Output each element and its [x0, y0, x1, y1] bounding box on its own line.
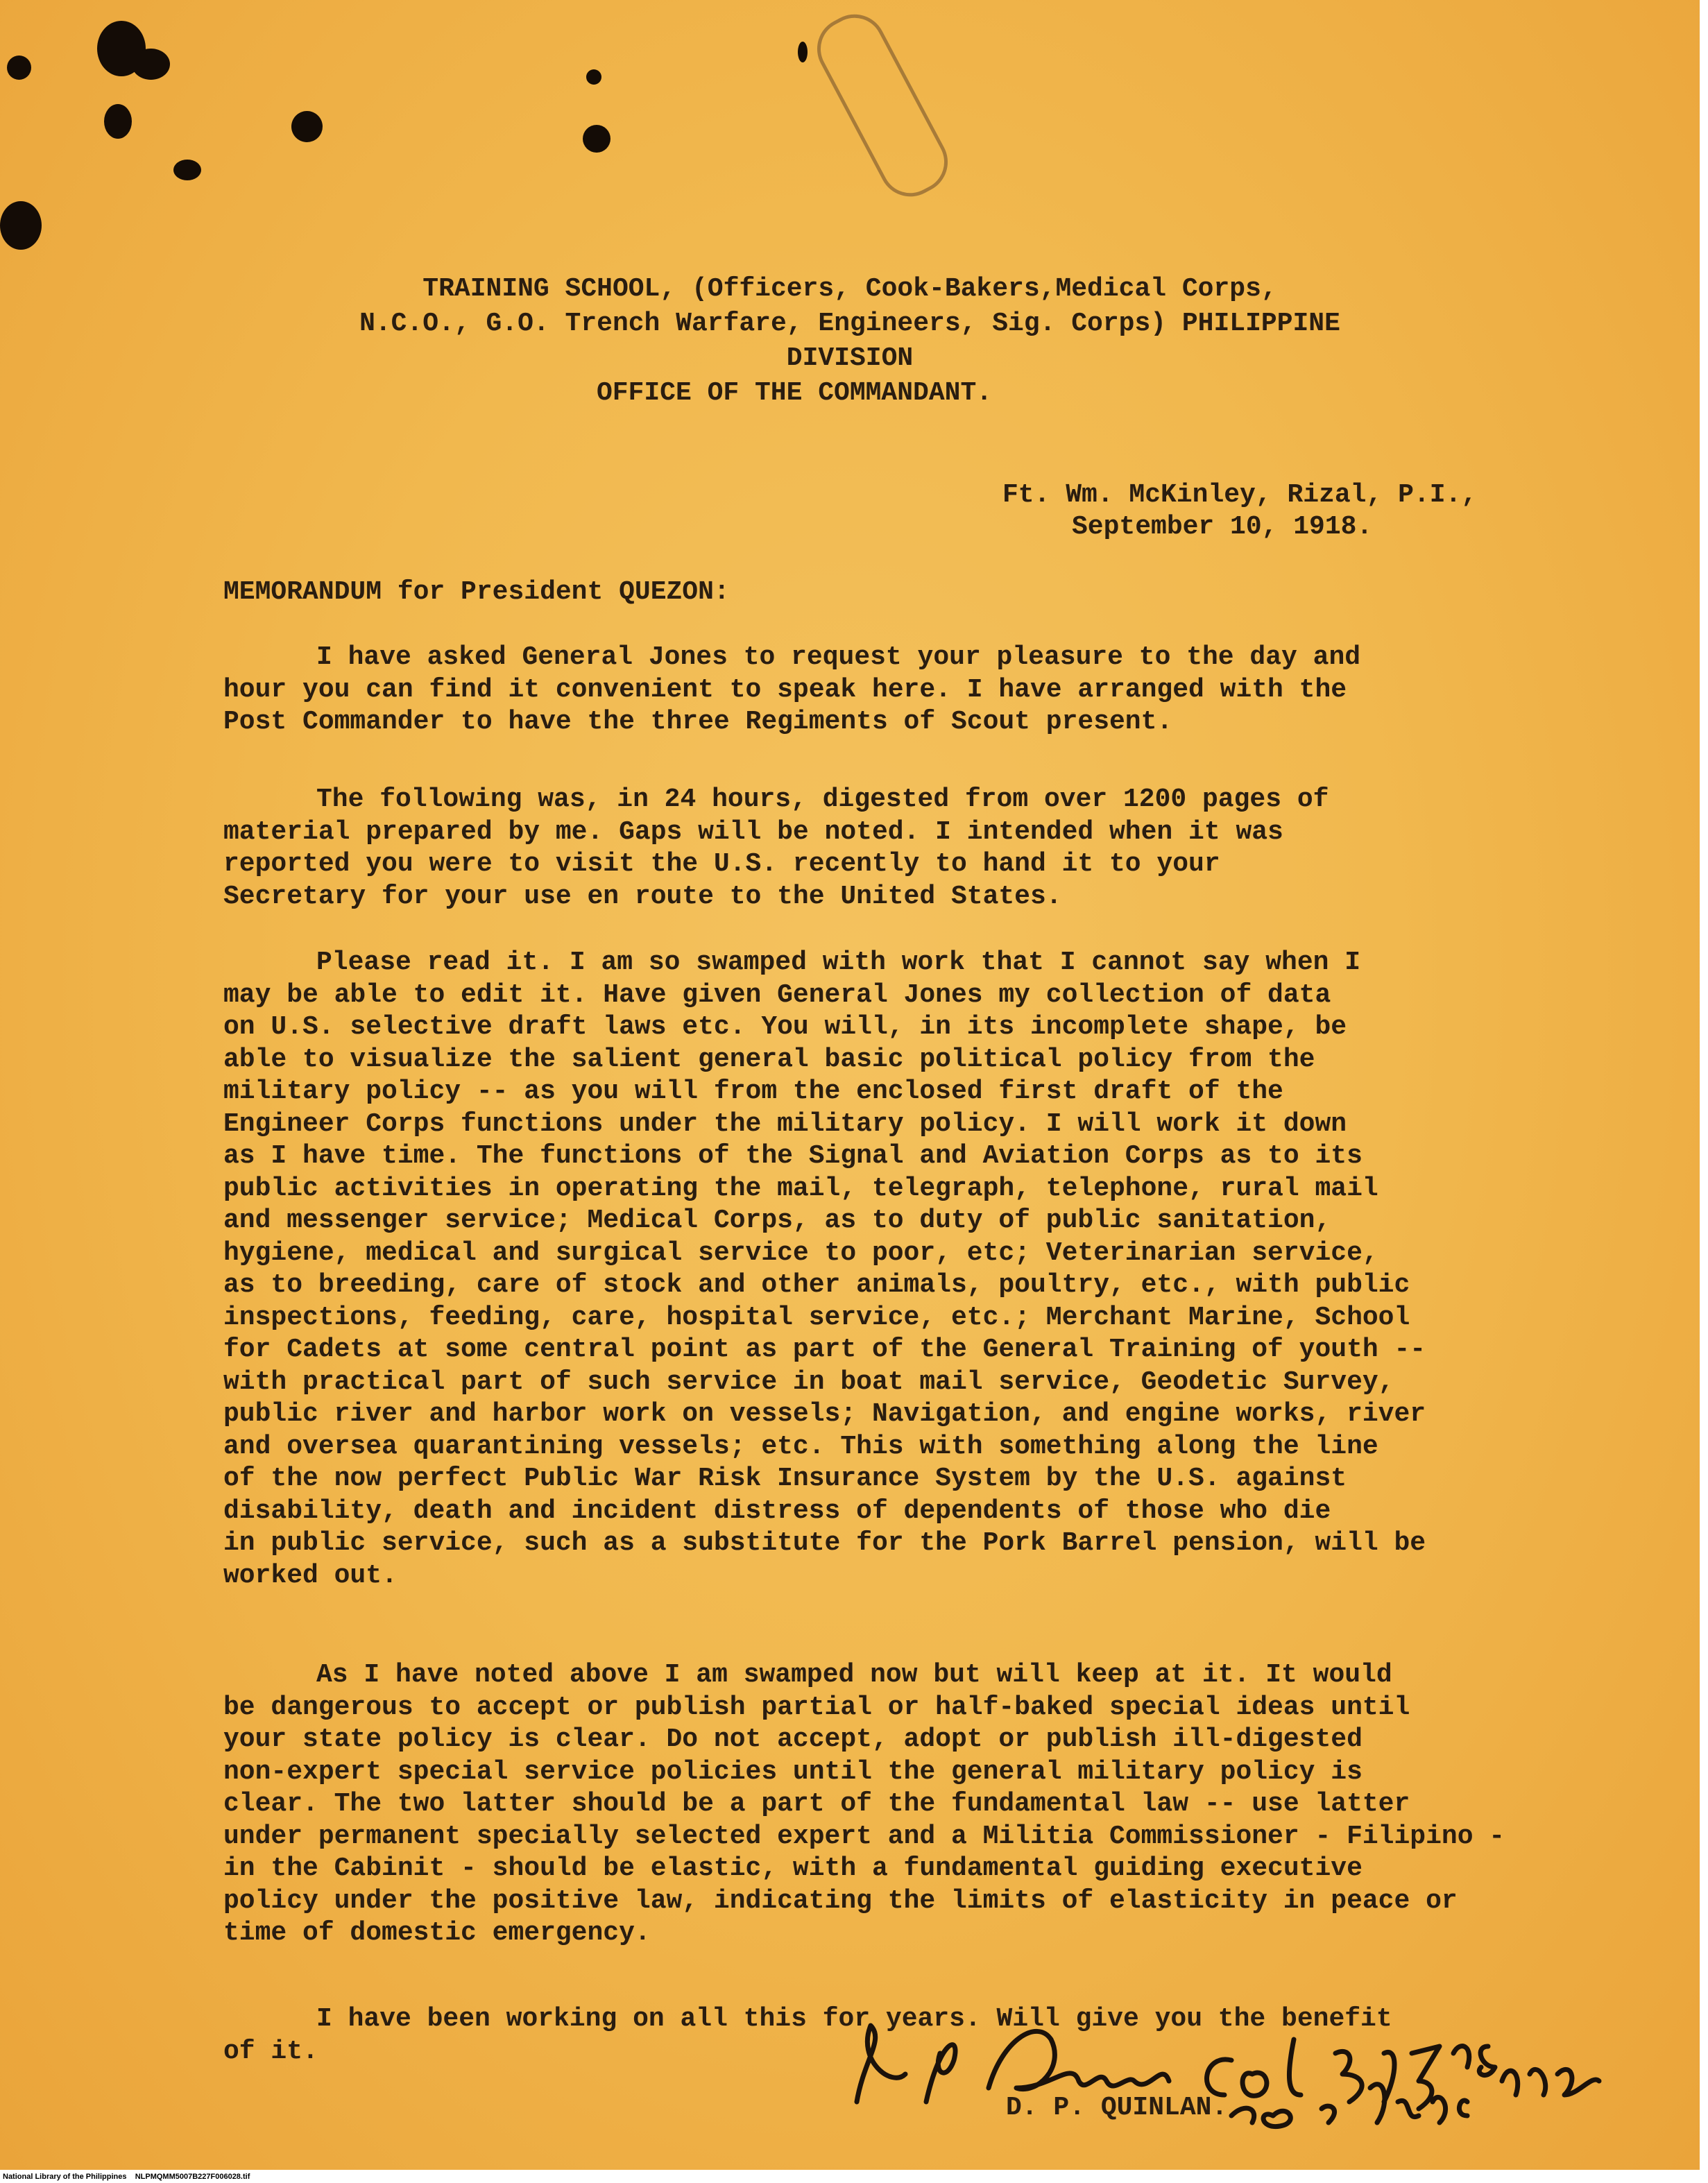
ink-blot [0, 201, 42, 250]
ink-blot [583, 125, 610, 153]
ink-blot [104, 104, 132, 139]
memo-salutation: MEMORANDUM for President QUEZON: [223, 577, 730, 607]
ink-blot [7, 55, 31, 80]
paragraph-3: Please read it. I am so swamped with work that I cannot say when I may be able to edit it. Have given General Jones my collection of data on U.S. selective draft laws etc. You will, in its incomplete shape, be able to visualize the salient general basic political policy from the military policy -- as you will from the enclosed first draft of the Engineer Corps functions under the military policy. I will work it down as I have time. The functions of the Signal and Aviation Corps as to its public activities in operating the mail, telegraph, telephone, rural mail and messenger service; Medical Corps, as to duty of public sanitation, hygiene, medical and surgical service to poor, etc; Veterinarian service, as to breeding, care of stock and other animals, poultry, etc., with public inspections, feeding, care, hospital service, etc.; Merchant Marine, School for Cadets at some central point as part of the General Training of youth -- with practical part of such service in boat mail service, Geodetic Survey, public river and harbor work on vessels; Navigation, and engine works, river and oversea quarantining vessels; etc. This with something along the line of the now perfect Public War Risk Insurance System by the U.S. against disability, death and incident distress of dependents of those who die in public service, such as a substitute for the Pork Barrel pension, will be worked out. [223, 948, 1426, 1591]
paragraph-2: The following was, in 24 hours, digested from over 1200 pages of material prepared by me. Gaps will be noted. I intended when it was reported you were to visit the U.S. recently to hand it to your Secretary for your use en route to the United States. [223, 785, 1329, 911]
paragraph-4: As I have noted above I am swamped now but will keep at it. It would be dangerous to accept or publish partial or half-baked special ideas until your state policy is clear. Do not accept, adopt or publish ill-digested non-expert special service policies until the general military policy is clear. The two latter should be a part of the fundamental law -- use latter under permanent specially selected expert and a Militia Commissioner - Filipino - in the Cabinit - should be elastic, with a fundamental guiding executive policy under the positive law, indicating the limits of elasticity in peace or time of domestic emergency. [223, 1660, 1505, 1948]
paragraph-1: I have asked General Jones to request your pleasure to the day and hour you can find it convenient to speak here. I have arranged with the Post Commander to have the three Regiments of Scout present. [223, 642, 1361, 737]
ink-blot [173, 160, 201, 180]
paragraph-5: I have been working on all this for years. Will give you the benefit of it. [223, 2004, 1392, 2066]
header-line-2: N.C.O., G.O. Trench Warfare, Engineers, Sig. Corps) PHILIPPINE [359, 309, 1340, 339]
ink-blot [132, 49, 170, 80]
archive-footer: National Library of the Philippines NLPMQMM5007B227F006028.tif [3, 2173, 250, 2181]
handwritten-signature [843, 1998, 1613, 2137]
header-line-4: OFFICE OF THE COMMANDANT. [596, 378, 993, 408]
paperclip-mark [806, 3, 959, 207]
header-line-1: TRAINING SCHOOL, (Officers, Cook-Bakers,Medical Corps, [422, 274, 1277, 304]
ink-blot [798, 42, 808, 62]
date-line: September 10, 1918. [1072, 512, 1373, 542]
typed-signature: D. P. QUINLAN. [1006, 2093, 1228, 2123]
header-line-3: DIVISION [786, 343, 914, 373]
place-line: Ft. Wm. McKinley, Rizal, P.I., [1002, 480, 1478, 510]
ink-blot [586, 69, 601, 85]
ink-blot [291, 111, 323, 142]
